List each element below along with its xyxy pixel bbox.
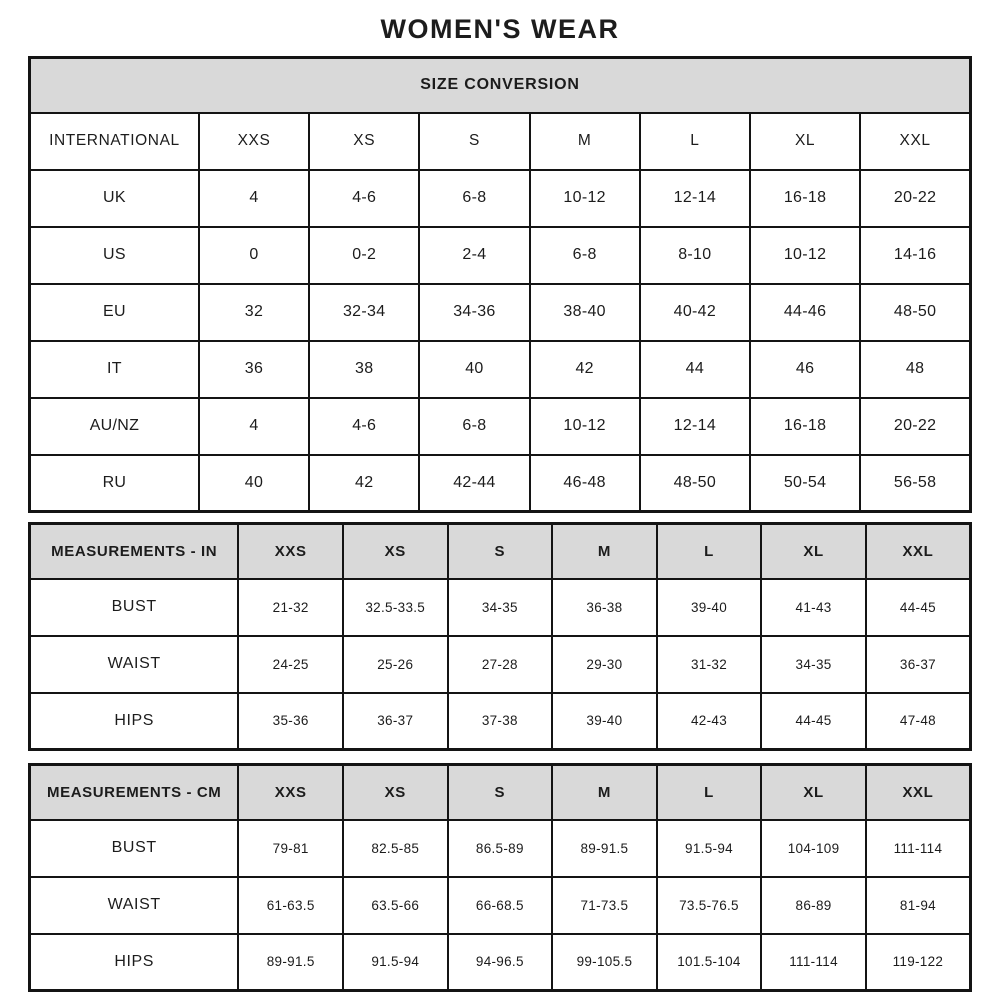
row-label: BUST — [30, 820, 239, 877]
cell-value: 20-22 — [860, 170, 970, 227]
cell-value: 46-48 — [530, 455, 640, 512]
cell-value: 79-81 — [238, 820, 343, 877]
column-header: XS — [343, 765, 448, 820]
cell-value: 119-122 — [866, 934, 971, 991]
cell-value: 34-36 — [419, 284, 529, 341]
cell-value: 27-28 — [448, 636, 553, 693]
cell-value: 36-37 — [866, 636, 971, 693]
cell-value: 34-35 — [448, 579, 553, 636]
cell-value: 10-12 — [750, 227, 860, 284]
cell-value: 12-14 — [640, 170, 750, 227]
cell-value: 40 — [419, 341, 529, 398]
column-header: L — [657, 765, 762, 820]
cell-value: 89-91.5 — [552, 820, 657, 877]
corner-header: INTERNATIONAL — [30, 113, 199, 170]
cell-value: 99-105.5 — [552, 934, 657, 991]
row-label: WAIST — [30, 636, 239, 693]
cell-value: 48 — [860, 341, 970, 398]
size-conversion-table — [28, 56, 972, 513]
column-header: XXL — [860, 113, 970, 170]
page-title: WOMEN'S WEAR — [380, 14, 620, 44]
cell-value: 34-35 — [761, 636, 866, 693]
cell-value: 82.5-85 — [343, 820, 448, 877]
cell-value: 35-36 — [238, 693, 343, 750]
cell-value: 91.5-94 — [657, 820, 762, 877]
table-row — [30, 934, 971, 991]
cell-value: 4-6 — [309, 398, 419, 455]
column-header: XXS — [238, 765, 343, 820]
cell-value: 25-26 — [343, 636, 448, 693]
cell-value: 61-63.5 — [238, 877, 343, 934]
column-header: S — [419, 113, 529, 170]
cell-value: 4-6 — [309, 170, 419, 227]
cell-value: 111-114 — [866, 820, 971, 877]
cell-value: 48-50 — [860, 284, 970, 341]
cell-value: 14-16 — [860, 227, 970, 284]
cell-value: 10-12 — [530, 398, 640, 455]
cell-value: 39-40 — [552, 693, 657, 750]
cell-value: 40-42 — [640, 284, 750, 341]
cell-value: 42-44 — [419, 455, 529, 512]
column-header: XS — [309, 113, 419, 170]
cell-value: 44-45 — [866, 579, 971, 636]
table-row — [30, 455, 971, 512]
column-header: M — [552, 765, 657, 820]
cell-value: 47-48 — [866, 693, 971, 750]
cell-value: 104-109 — [761, 820, 866, 877]
cell-value: 32.5-33.5 — [343, 579, 448, 636]
cell-value: 66-68.5 — [448, 877, 553, 934]
cell-value: 20-22 — [860, 398, 970, 455]
cell-value: 12-14 — [640, 398, 750, 455]
row-label: HIPS — [30, 934, 239, 991]
column-header: XS — [343, 524, 448, 579]
column-header: L — [657, 524, 762, 579]
cell-value: 40 — [199, 455, 309, 512]
cell-value: 39-40 — [657, 579, 762, 636]
row-label: HIPS — [30, 693, 239, 750]
cell-value: 86-89 — [761, 877, 866, 934]
column-header-row — [30, 113, 971, 170]
cell-value: 42-43 — [657, 693, 762, 750]
cell-value: 94-96.5 — [448, 934, 553, 991]
column-header: XXS — [199, 113, 309, 170]
cell-value: 89-91.5 — [238, 934, 343, 991]
cell-value: 38-40 — [530, 284, 640, 341]
cell-value: 44-46 — [750, 284, 860, 341]
row-label: BUST — [30, 579, 239, 636]
column-header: M — [552, 524, 657, 579]
cell-value: 37-38 — [448, 693, 553, 750]
column-header: L — [640, 113, 750, 170]
cell-value: 4 — [199, 170, 309, 227]
cell-value: 8-10 — [640, 227, 750, 284]
column-header: S — [448, 765, 553, 820]
cell-value: 16-18 — [750, 398, 860, 455]
cell-value: 73.5-76.5 — [657, 877, 762, 934]
cell-value: 6-8 — [530, 227, 640, 284]
cell-value: 31-32 — [657, 636, 762, 693]
row-label: RU — [30, 455, 199, 512]
column-header-row — [30, 765, 971, 820]
table-row — [30, 227, 971, 284]
column-header-row — [30, 524, 971, 579]
table-row — [30, 877, 971, 934]
cell-value: 10-12 — [530, 170, 640, 227]
column-header: M — [530, 113, 640, 170]
row-label: IT — [30, 341, 199, 398]
cell-value: 41-43 — [761, 579, 866, 636]
cell-value: 2-4 — [419, 227, 529, 284]
row-label: AU/NZ — [30, 398, 199, 455]
table-row — [30, 170, 971, 227]
cell-value: 42 — [530, 341, 640, 398]
cell-value: 91.5-94 — [343, 934, 448, 991]
cell-value: 24-25 — [238, 636, 343, 693]
table-band-row — [30, 58, 971, 113]
cell-value: 6-8 — [419, 398, 529, 455]
cell-value: 86.5-89 — [448, 820, 553, 877]
cell-value: 32 — [199, 284, 309, 341]
table-row — [30, 284, 971, 341]
measurements-cm-table — [28, 763, 972, 992]
table-row — [30, 693, 971, 750]
cell-value: 36 — [199, 341, 309, 398]
table-row — [30, 398, 971, 455]
table-row — [30, 341, 971, 398]
cell-value: 101.5-104 — [657, 934, 762, 991]
cell-value: 50-54 — [750, 455, 860, 512]
column-header: XL — [761, 524, 866, 579]
cell-value: 32-34 — [309, 284, 419, 341]
cell-value: 4 — [199, 398, 309, 455]
cell-value: 111-114 — [761, 934, 866, 991]
cell-value: 0 — [199, 227, 309, 284]
cell-value: 48-50 — [640, 455, 750, 512]
cell-value: 0-2 — [309, 227, 419, 284]
column-header: XL — [750, 113, 860, 170]
cell-value: 44 — [640, 341, 750, 398]
row-label: WAIST — [30, 877, 239, 934]
column-header: XXL — [866, 765, 971, 820]
measurements-in-table — [28, 522, 972, 751]
cell-value: 6-8 — [419, 170, 529, 227]
cell-value: 36-38 — [552, 579, 657, 636]
row-label: UK — [30, 170, 199, 227]
cell-value: 21-32 — [238, 579, 343, 636]
corner-header: MEASUREMENTS - IN — [30, 524, 239, 579]
cell-value: 56-58 — [860, 455, 970, 512]
column-header: XXL — [866, 524, 971, 579]
cell-value: 38 — [309, 341, 419, 398]
column-header: XL — [761, 765, 866, 820]
table-band-header: SIZE CONVERSION — [30, 58, 971, 113]
cell-value: 29-30 — [552, 636, 657, 693]
corner-header: MEASUREMENTS - CM — [30, 765, 239, 820]
cell-value: 16-18 — [750, 170, 860, 227]
table-row — [30, 820, 971, 877]
column-header: XXS — [238, 524, 343, 579]
cell-value: 44-45 — [761, 693, 866, 750]
row-label: EU — [30, 284, 199, 341]
cell-value: 63.5-66 — [343, 877, 448, 934]
cell-value: 81-94 — [866, 877, 971, 934]
table-row — [30, 636, 971, 693]
cell-value: 71-73.5 — [552, 877, 657, 934]
table-row — [30, 579, 971, 636]
cell-value: 46 — [750, 341, 860, 398]
row-label: US — [30, 227, 199, 284]
cell-value: 36-37 — [343, 693, 448, 750]
column-header: S — [448, 524, 553, 579]
cell-value: 42 — [309, 455, 419, 512]
